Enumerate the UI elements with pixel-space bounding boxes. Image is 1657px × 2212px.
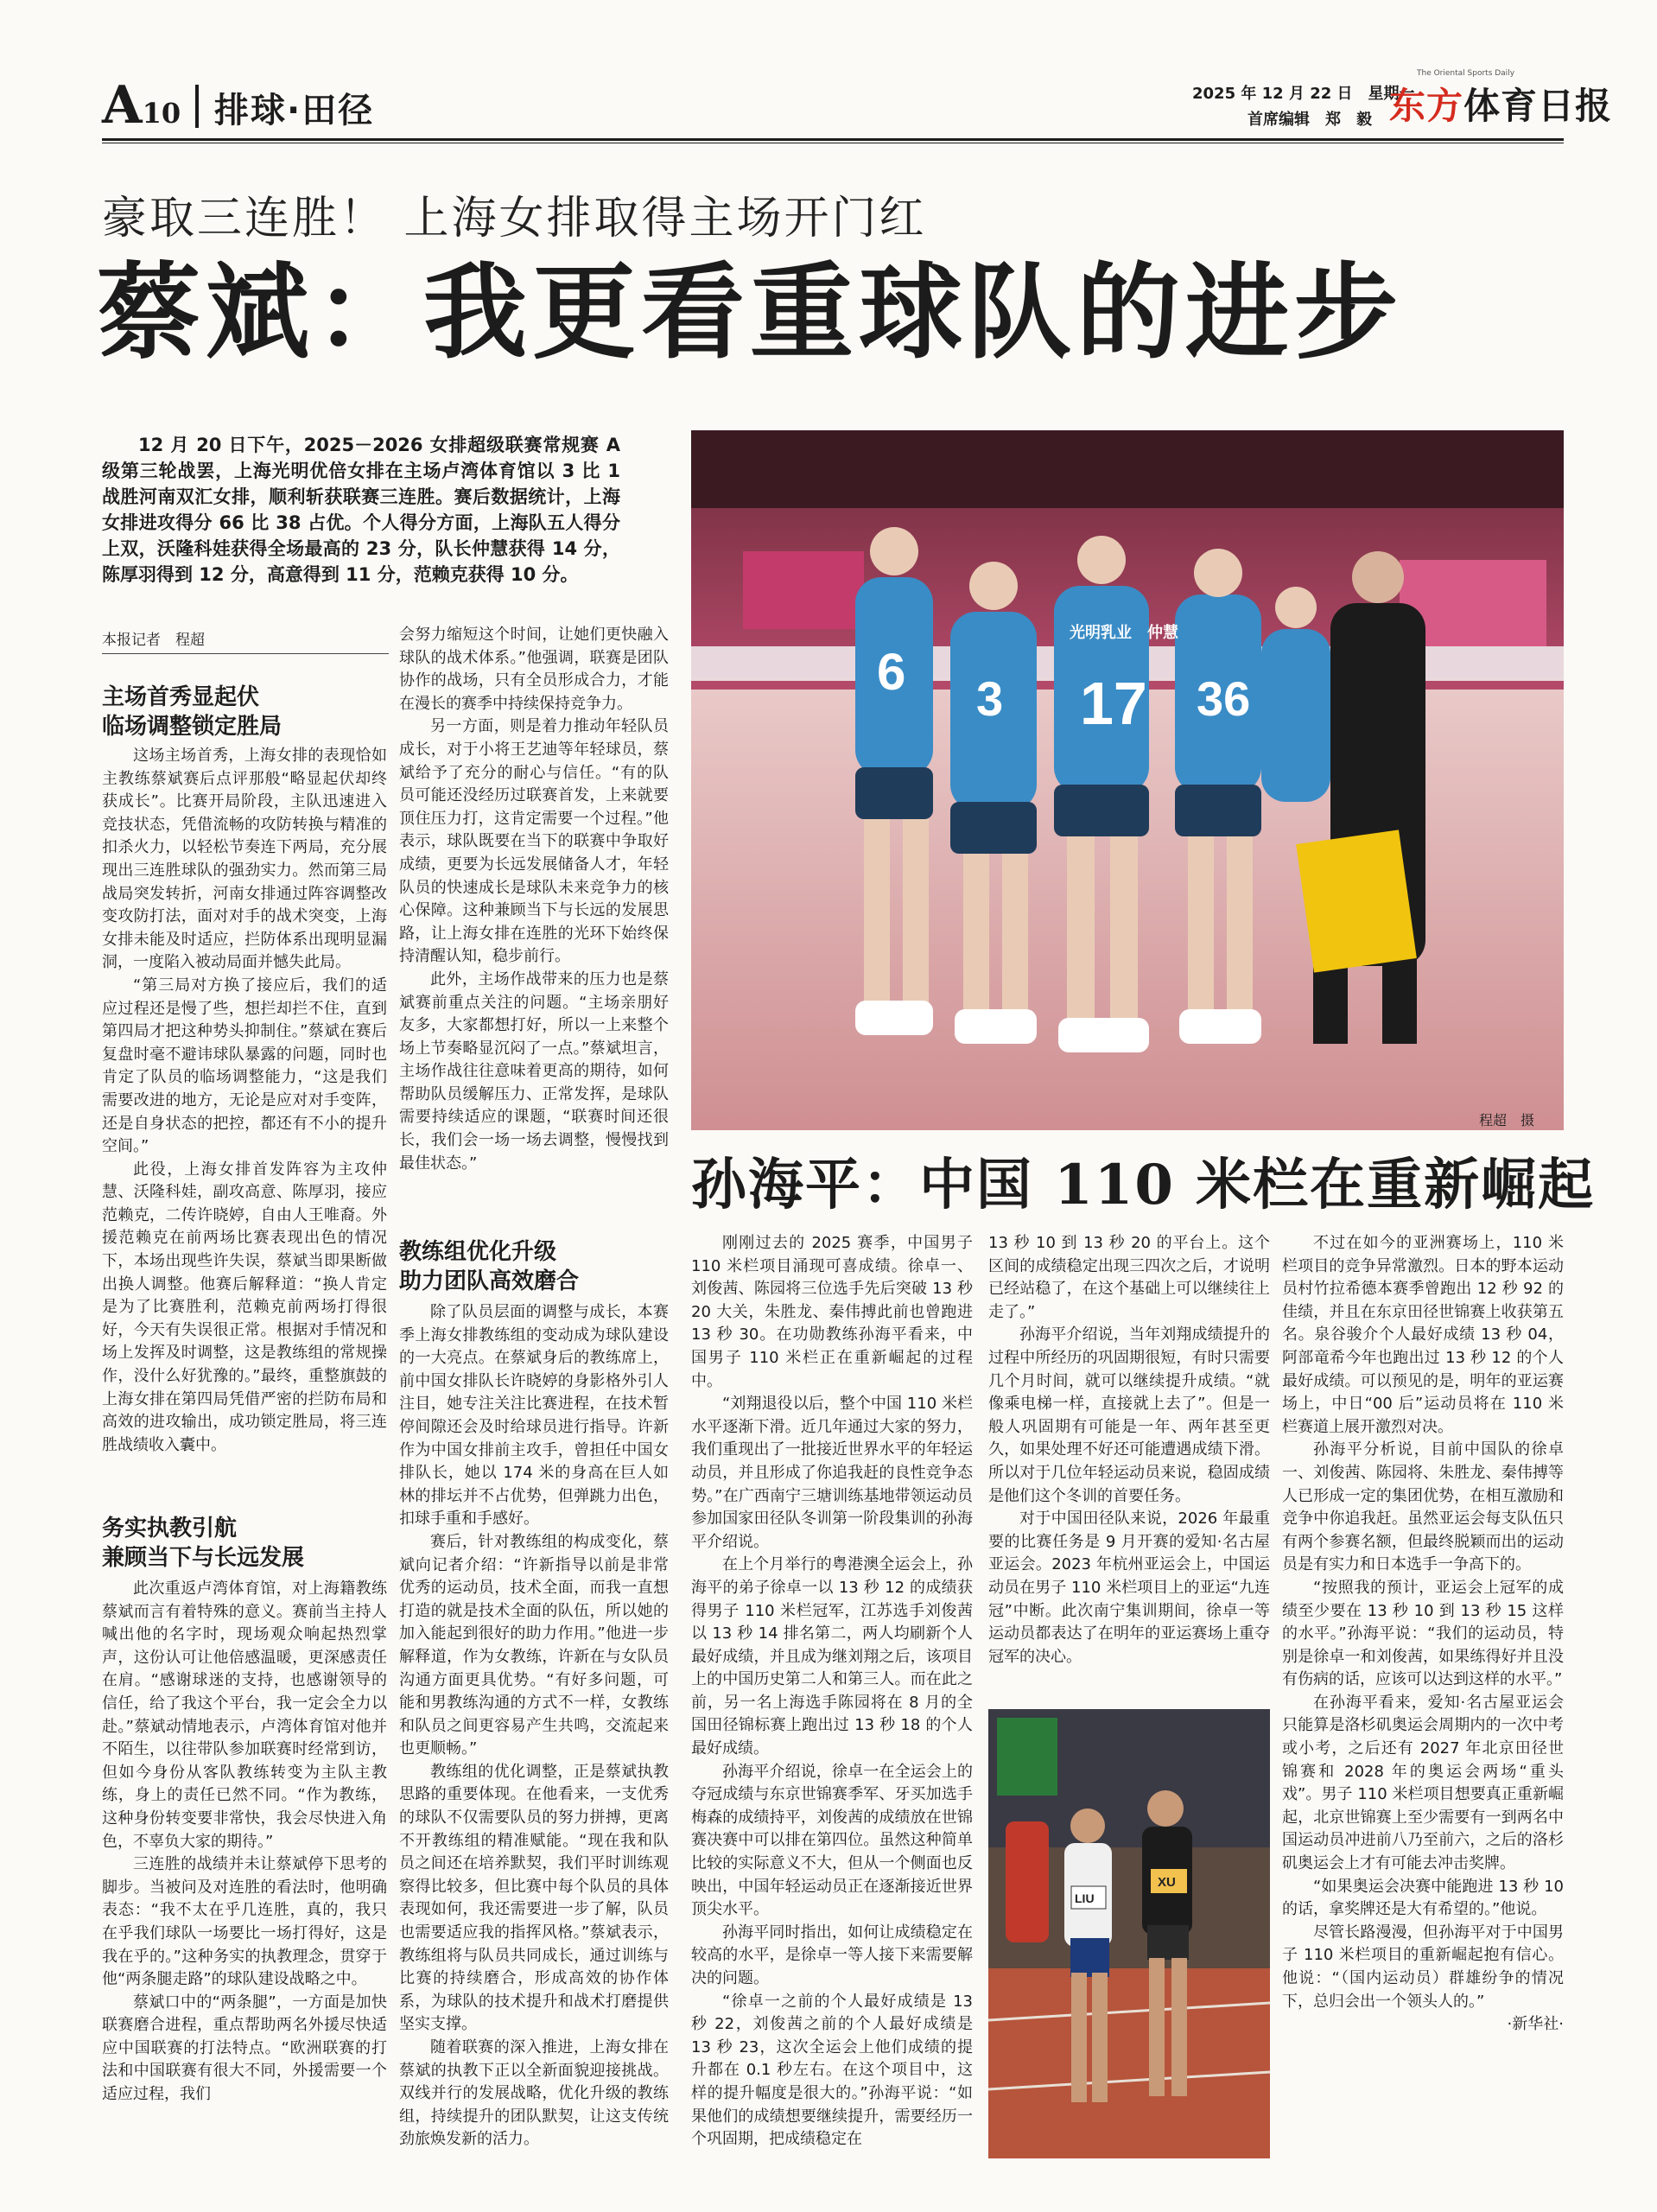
newspaper-logo: 东方体育日报 bbox=[1389, 85, 1613, 127]
jersey-number: 17 bbox=[1080, 670, 1147, 737]
jersey-sponsor-text: 光明乳业 仲慧 bbox=[1070, 624, 1178, 642]
story1-subhead-1: 主场首秀显起伏 临场调整锁定胜局 bbox=[102, 684, 283, 740]
story2-column-1: 刚刚过去的 2025 赛季，中国男子 110 米栏项目涌现可喜成绩。徐卓一、刘俊茜、陈园将三位选手先后突破 13 秒 20 大关，朱胜龙、秦伟搏此前也曾跑进 13 秒 30。在功勋教练孙海平看来，中国男子 110 米栏正在重新崛起的过程中。 “刘翔退役以后，整个中国 110 米栏水平逐渐下滑。近几年通过大家的努力，我们重现出了一批接近世界水平的年轻运动员，并且形成了你追我赶的良性竞争态势。”在广西南宁三塘训练基地带领运动员参加国家田径队冬训第一阶段集训的孙海平介绍说。 在上个月举行的粤港澳全运会上，孙海平的弟子徐卓一以 13 秒 12 的成绩获得男子 110 米栏冠军，江苏选手刘俊茜以 13 秒 14 排名第二，两人均刷新个人最好成绩，并且成为继刘翔之后，该项目上的中国历史第二人和第三人。而在此之前，另一名上海选手陈园将在 8 月的全国田径锦标赛上跑出过 13 秒 18 的个人最好成绩。 孙海平介绍说，徐卓一在全运会上的夺冠成绩与东京世锦赛季军、牙买加选手梅森的成绩持平，刘俊茜的成绩放在世锦赛决赛中可以排在第四位。虽然这种简单比较的实际意义不大，但从一个侧面也反映出，中国年轻运动员正在逐渐接近世界顶尖水平。 孙海平同时指出，如何让成绩稳定在较高的水平，是徐卓一等人接下来需要解决的问题。 “徐卓一之前的个人最好成绩是 13 秒 22，刘俊茜之前的个人最好成绩是 13 秒 23，这次全运会上他们成绩的提升都在 0.1 秒左右。在这个项目中，这样的提升幅度是很大的。”孙海平说：“如果他们的成绩想要继续提升，需要经历一个巩固期，把成绩稳定在 bbox=[691, 1234, 973, 2149]
story1-column-2b: 除了队员层面的调整与成长，本赛季上海女排教练组的变动成为球队建设的一大亮点。在蔡斌身后的教练席上，前中国女排队长许晓婷的身影格外引人注目，她专注关注比赛进程，在技术暂停间隙还会及时给球员进行指导。许新作为中国女排前主攻手，曾担任中国女排队长，她以 174 米的身高在巨人如林的排坛并不占优势，但弹跳力出色，扣球手重和手感好。 赛后，针对教练组的构成变化，蔡斌向记者介绍：“许新指导以前是非常优秀的运动员，技术全面，而我一直想打造的就是技术全面的队伍，所以她的加入能起到很好的助力作用。”他进一步解释道，作为女教练，许新在与女队员沟通方面更具优势。“有好多问题，可能和男教练沟通的方式不一样，女教练和队员之间更容易产生共鸣，交流起来也更顺畅。” 教练组的优化调整，正是蔡斌执教思路的重要体现。在他看来，一支优秀的球队不仅需要队员的努力拼搏，更离不开教练组的精准赋能。“现在我和队员之间还在培养默契，我们平时训练观察得比较多，但比赛中每个队员的具体表现如何，我还需要进一步了解，队员也需要适应我的指挥风格。”蔡斌表示，教练组将与队员共同成长，通过训练与比赛的持续磨合，形成高效的协作体系，为球队的技术提升和战术打磨提供坚实支撑。 随着联赛的深入推进，上海女排在蔡斌的执教下正以全新面貌迎接挑战。双线并行的发展战略，优化升级的教练组，持续提升的团队默契，让这支传统劲旅焕发新的活力。 bbox=[399, 1303, 669, 2149]
date-line: 2025 年 12 月 22 日 星期一 bbox=[1192, 85, 1415, 103]
photo-credit: 程超 摄 bbox=[1479, 1112, 1535, 1128]
jersey-number: 3 bbox=[976, 671, 1004, 726]
page-number: A10 bbox=[102, 75, 181, 136]
brand-english: The Oriental Sports Daily bbox=[1417, 69, 1515, 78]
masthead-rule bbox=[102, 138, 1564, 141]
story1-kicker: 豪取三连胜！ 上海女排取得主场开门红 bbox=[102, 193, 927, 245]
hurdlers-photo bbox=[988, 1709, 1270, 2158]
story2-column-3: 不过在如今的亚洲赛场上，110 米栏项目的竞争异常激烈。日本的野本运动员村竹拉希德本赛季曾跑出 12 秒 92 的佳绩，并且在东京田径世锦赛上收获第五名。泉谷骏介个人最好成绩 13 秒 04，阿部竜希今年也跑出过 13 秒 12 的个人最好成绩。可以预见的是，明年的亚运赛场上，中日“00 后”运动员将在 110 米栏赛道上展开激烈对决。 孙海平分析说，目前中国队的徐卓一、刘俊茜、陈园将、朱胜龙、秦伟搏等人已形成一定的集团优势，在相互激励和竞争中你追我赶。虽然亚运会每支队伍只有两个参赛名额，但最终脱颖而出的运动员是有实力和日本选手一争高下的。 “按照我的预计，亚运会上冠军的成绩至少要在 13 秒 10 到 13 秒 15 这样的水平。”孙海平说：“我们的运动员，特别是徐卓一和刘俊茜，如果练得好并且没有伤病的话，应该可以达到这样的水平。” 在孙海平看来，爱知·名古屋亚运会只能算是洛杉矶奥运会周期内的一次中考或小考，之后还有 2027 年北京田径世锦赛和 2028 年的奥运会两场“重头戏”。男子 110 米栏项目想要真正重新崛起，北京世锦赛上至少需要有一到两名中国运动员冲进前八乃至前六，之后的洛杉矶奥运会上才有可能去冲击奖牌。 “如果奥运会决赛中能跑进 13 秒 10 的话，拿奖牌还是大有希望的。”他说。 尽管长路漫漫，但孙海平对于中国男子 110 米栏项目的重新崛起抱有信心。他说：“（国内运动员）群雄纷争的情况下，总归会出一个领头人的。” ·新华社· bbox=[1282, 1232, 1564, 2037]
story2-column-2: 13 秒 10 到 13 秒 20 的平台上。这个区间的成绩稳定出现三四次之后，才说明已经站稳了，在这个基础上可以继续往上走了。” 孙海平介绍说，当年刘翔成绩提升的过程中所经历的巩固期很短，有时只需要几个月时间，就可以继续提升成绩。“就像乘电梯一样，直接就上去了”。但是一般人巩固期有可能是一年、两年甚至更久，如果处理不好还可能遭遇成绩下滑。所以对于几位年轻运动员来说，稳固成绩是他们这个冬训的首要任务。 对于中国田径队来说，2026 年最重要的比赛任务是 9 月开赛的爱知·名古屋亚运会。2023 年杭州亚运会上，中国运动员在男子 110 米栏项目上的亚运“九连冠”中断。此次南宁集训期间，徐卓一等运动员都表达了在明年的亚运赛场上重夺冠军的决心。 bbox=[988, 1234, 1270, 1666]
editor-line: 首席编辑 郑 毅 bbox=[1248, 111, 1372, 129]
masthead-divider bbox=[195, 85, 199, 128]
byline-rule bbox=[102, 653, 389, 654]
story1-column-1b: 此次重返卢湾体育馆，对上海籍教练蔡斌而言有着特殊的意义。赛前当主持人喊出他的名字时，现场观众响起热烈掌声，这份认可让他倍感温暖，更深感责任在肩。“感谢球迷的支持，也感谢领导的信任，给了我这个平台，我一定会全力以赴。”蔡斌动情地表示，卢湾体育馆对他并不陌生，以往带队参加联赛时经常到访，但如今身份从客队教练转变为主队主教练，身上的责任已然不同。“作为教练，这种身份转变要非常快，我会尽快进入角色，不辜负大家的期待。” 三连胜的战绩并未让蔡斌停下思考的脚步。当被问及对连胜的看法时，他明确表态：“我不太在乎几连胜，真的，我只在乎我们球队一场要比一场打得好，这是我在乎的。”这种务实的执教理念，贯穿于他“两条腿走路”的球队建设战略之中。 蔡斌口中的“两条腿”，一方面是加快联赛磨合进程，重点帮助两名外援尽快适应中国联赛的打法特点。“欧洲联赛的打法和中国联赛有很大不同，外援需要一个适应过程，我们 bbox=[102, 1580, 387, 2104]
story1-column-1: 这场主场首秀，上海女排的表现恰如主教练蔡斌赛后点评那般“略显起伏却终获成长”。比赛开局阶段，主队迅速进入竞技状态，凭借流畅的攻防转换与精准的扣杀火力，以轻松节奏连下两局，充分展现出三连胜球队的强劲实力。然而第三局战局突发转折，河南女排通过阵容调整改变攻防打法，面对对手的战术突变，上海女排未能及时适应，拦防体系出现明显漏洞，一度陷入被动局面并憾失此局。 “第三局对方换了接应后，我们的适应过程还是慢了些，想拦却拦不住，直到第四局才把这种势头抑制住。”蔡斌在赛后复盘时毫不避讳球队暴露的问题，同时也肯定了队员的临场调整能力，“这是我们需要改进的地方，无论是应对对手变阵，还是自身状态的把控，都还有不小的提升空间。” 此役，上海女排首发阵容为主攻仲慧、沃隆科娃，副攻高意、陈厚羽，接应范赖克，二传许晓婷，自由人王唯裔。外援范赖克在前两场比赛表现出色的情况下，本场出现些许失误，蔡斌当即果断做出换人调整。他赛后解释道：“换人肯定是为了比赛胜利，范赖克前两场打得很好，今天有失误很正常。根据对手情况和场上发挥及时调整，这是教练组的常规操作，没什么好犹豫的。”最终，重整旗鼓的上海女排在第四局凭借严密的拦防布局和高效的进攻输出，成功锁定胜局，将三连胜战绩收入囊中。 bbox=[102, 747, 387, 1454]
jersey-number: 6 bbox=[877, 643, 906, 701]
story1-lead: 12 月 20 日下午，2025－2026 女排超级联赛常规赛 A 级第三轮战罢，上海光明优倍女排在主场卢湾体育馆以 3 比 1 战胜河南双汇女排，顺利斩获联赛三连胜。赛后数据统计，上海女排进攻得分 66 比 38 占优。个人得分方面，上海队五人得分上双，沃隆科娃获得全场最高的 23 分，队长仲慧获得 14 分，陈厚羽得到 12 分，高意得到 11 分，范赖克获得 10 分。 bbox=[102, 435, 620, 585]
story1-byline: 本报记者 程超 bbox=[102, 632, 205, 649]
story2-signoff: ·新华社· bbox=[1507, 2015, 1564, 2034]
volleyball-team-photo bbox=[691, 430, 1564, 1130]
bib-text: XU bbox=[1158, 1875, 1176, 1890]
story2-headline: 孙海平：中国 110 米栏在重新崛起 bbox=[691, 1153, 1596, 1217]
jersey-number: 36 bbox=[1197, 671, 1251, 726]
story1-subhead-2: 务实执教引航 兼顾当下与长远发展 bbox=[102, 1516, 305, 1571]
story1-column-2: 会努力缩短这个时间，让她们更快融入球队的战术体系。”他强调，联赛是团队协作的战场，只有全员形成合力，才能在漫长的赛季中持续保持竞争力。 另一方面，则是着力推动年轻队员成长，对于小将王艺迪等年轻球员，蔡斌给予了充分的耐心与信任。“有的队员可能还没经历过联赛首发，上来就要顶住压力打，这肯定需要一个过程。”他表示，球队既要在当下的联赛中争取好成绩，更要为长远发展储备人才，年轻队员的快速成长是球队未来竞争力的核心保障。这种兼顾当下与长远的发展思路，让上海女排在连胜的光环下始终保持清醒认知，稳步前行。 此外，主场作战带来的压力也是蔡斌赛前重点关注的问题。“主场亲朋好友多，大家都想打好，所以一上来整个场上节奏略显沉闷了一点。”蔡斌坦言，主场作战往往意味着更高的期待，如何帮助队员缓解压力、正常发挥，是球队需要持续适应的课题，“联赛时间还很长，我们会一场一场去调整，慢慢找到最佳状态。” bbox=[399, 626, 669, 1173]
story1-headline: 蔡斌：我更看重球队的进步 bbox=[97, 251, 1403, 373]
section-title: 排球·田径 bbox=[214, 91, 375, 130]
bib-text: LIU bbox=[1075, 1891, 1095, 1905]
story1-subhead-3: 教练组优化升级 助力团队高效磨合 bbox=[399, 1239, 580, 1294]
